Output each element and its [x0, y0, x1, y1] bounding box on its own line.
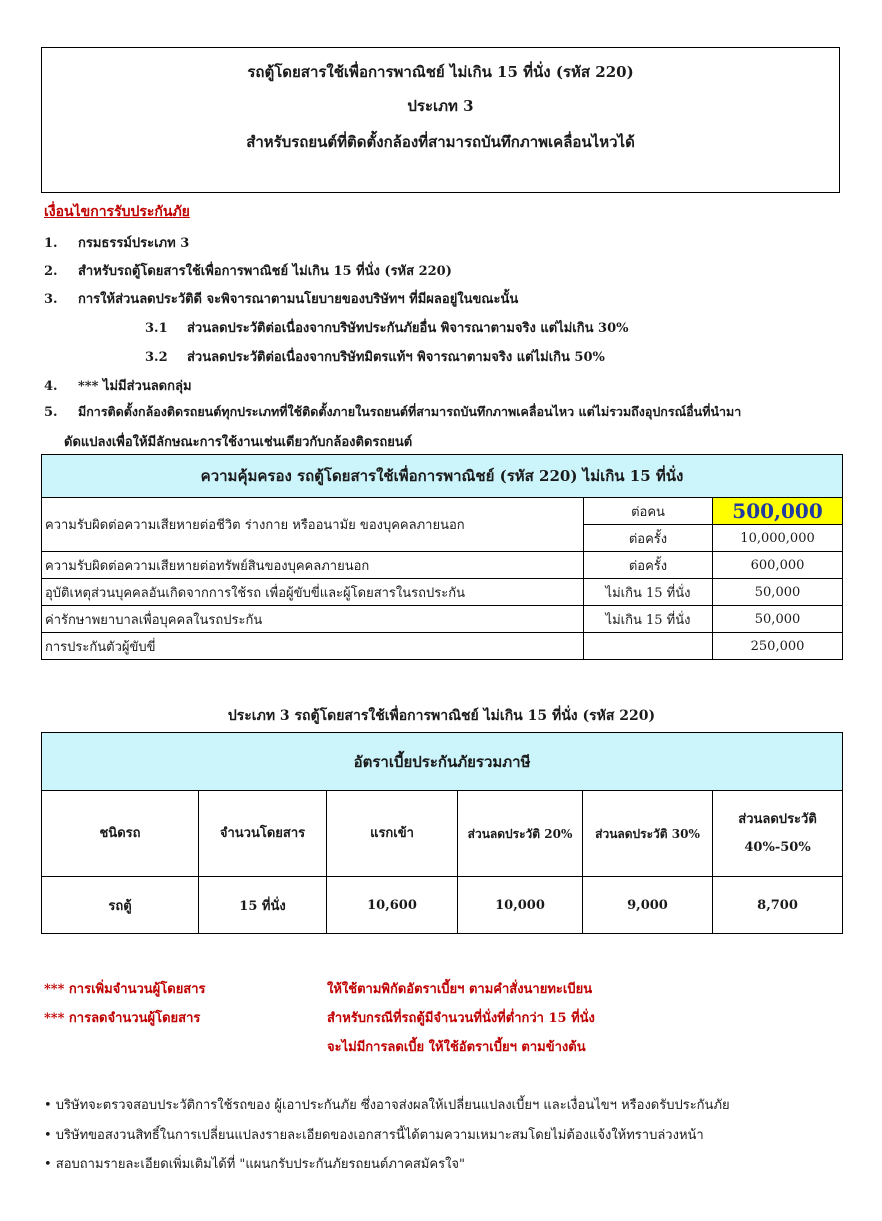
table-row [42, 579, 843, 606]
coverage-value: 250,000 [713, 633, 843, 660]
coverage-label: อุบัติเหตุส่วนบุคคลอันเกิดจากการใช้รถ เพื่อผู้ขับขี่และผู้โดยสารในรถประกัน [42, 579, 584, 606]
table-header-row [42, 791, 843, 877]
condition-number: 3.1 [145, 321, 168, 336]
header-title: รถตู้โดยสารใช้เพื่อการพาณิชย์ ไม่เกิน 15 ที่นั่ง (รหัส 220) [247, 63, 634, 81]
coverage-label: ความรับผิดต่อความเสียหายต่อชีวิต ร่างกาย หรืออนามัย ของบุคคลภายนอก [42, 498, 584, 552]
table-row [42, 552, 843, 579]
coverage-unit [584, 633, 713, 660]
column-header: แรกเข้า [327, 791, 458, 877]
column-header: ส่วนลดประวัติ 30% [583, 791, 713, 877]
condition-text: สำหรับรถตู้โดยสารใช้เพื่อการพาณิชย์ ไม่เกิน 15 ที่นั่ง (รหัส 220) [78, 264, 452, 279]
condition-number: 5. [44, 405, 58, 420]
condition-item-3-1 [145, 317, 628, 338]
table-cell: 15 ที่นั่ง [199, 877, 327, 934]
table-row [42, 606, 843, 633]
coverage-value: 10,000,000 [713, 525, 843, 552]
table-cell: 10,600 [327, 877, 458, 934]
condition-item-4 [44, 375, 192, 396]
coverage-label: ความรับผิดต่อความเสียหายต่อทรัพย์สินของบุคคลภายนอก [42, 552, 584, 579]
condition-item-3-2 [145, 346, 605, 367]
coverage-unit: ต่อครั้ง [584, 525, 713, 552]
coverage-value: 50,000 [713, 606, 843, 633]
condition-number: 3. [44, 292, 58, 307]
coverage-table [41, 454, 843, 660]
condition-number: 1. [44, 236, 58, 251]
column-header: ส่วนลดประวัติ 20% [458, 791, 583, 877]
coverage-unit: ไม่เกิน 15 ที่นั่ง [584, 606, 713, 633]
note-right: สำหรับกรณีที่รถตู้มีจำนวนที่นั่งที่ต่ำกว่า 15 ที่นั่ง [327, 1011, 595, 1026]
condition-text: การให้ส่วนลดประวัติดี จะพิจารณาตามนโยบายของบริษัทฯ ที่มีผลอยู่ในขณะนั้น [78, 292, 519, 307]
column-header [713, 791, 843, 877]
condition-text: ส่วนลดประวัติต่อเนื่องจากบริษัทมิตรแท้ฯ พิจารณาตามจริง แต่ไม่เกิน 50% [187, 350, 605, 365]
condition-item-1 [44, 232, 189, 253]
header-type: ประเภท 3 [407, 97, 474, 115]
rate-table-title: ประเภท 3 รถตู้โดยสารใช้เพื่อการพาณิชย์ ไม่เกิน 15 ที่นั่ง (รหัส 220) [227, 708, 656, 724]
coverage-value-highlight: 500,000 [713, 498, 843, 525]
condition-number: 4. [44, 379, 58, 394]
condition-text: ส่วนลดประวัติต่อเนื่องจากบริษัทประกันภัยอื่น พิจารณาตามจริง แต่ไม่เกิน 30% [187, 321, 629, 336]
info-bullet: • บริษัทขอสงวนสิทธิ์ในการเปลี่ยนแปลงรายละเอียดของเอกสารนี้ได้ตามความเหมาะสมโดยไม่ต้องแจ้งให้ทราบล่วงหน้า [44, 1128, 704, 1143]
table-cell: 9,000 [583, 877, 713, 934]
header-subtitle: สำหรับรถยนต์ที่ติดตั้งกล้องที่สามารถบันทึกภาพเคลื่อนไหวได้ [246, 133, 635, 151]
note-left: *** การลดจำนวนผู้โดยสาร [44, 1011, 201, 1026]
note-left: *** การเพิ่มจำนวนผู้โดยสาร [44, 982, 206, 997]
table-cell: 10,000 [458, 877, 583, 934]
coverage-label: การประกันตัวผู้ขับขี่ [42, 633, 584, 660]
condition-number: 3.2 [145, 350, 168, 365]
note-right: จะไม่มีการลดเบี้ย ให้ใช้อัตราเบี้ยฯ ตามข้างต้น [327, 1040, 586, 1055]
table-row [42, 633, 843, 660]
table-row [42, 877, 843, 934]
table-cell: 8,700 [713, 877, 843, 934]
column-header-line: ส่วนลดประวัติ [738, 811, 817, 827]
condition-text: *** ไม่มีส่วนลดกลุ่ม [78, 379, 192, 394]
condition-item-3 [44, 288, 518, 309]
table-row [42, 498, 843, 525]
info-bullet: • บริษัทจะตรวจสอบประวัติการใช้รถของ ผู้เอาประกันภัย ซึ่งอาจส่งผลให้เปลี่ยนแปลงเบี้ยฯ และเงื่อนไขฯ หรืองดรับประกันภัย [44, 1098, 730, 1113]
note-right: ให้ใช้ตามพิกัดอัตราเบี้ยฯ ตามคำสั่งนายทะเบียน [327, 982, 593, 997]
condition-item-5-cont [64, 431, 412, 452]
coverage-unit: ไม่เกิน 15 ที่นั่ง [584, 579, 713, 606]
condition-text: ดัดแปลงเพื่อให้มีลักษณะการใช้งานเช่นเดียวกับกล้องติดรถยนต์ [64, 435, 413, 450]
coverage-value: 600,000 [713, 552, 843, 579]
conditions-title: เงื่อนไขการรับประกันภัย [44, 204, 190, 220]
condition-text: กรมธรรม์ประเภท 3 [78, 236, 190, 251]
coverage-header: ความคุ้มครอง รถตู้โดยสารใช้เพื่อการพาณิชย์ (รหัส 220) ไม่เกิน 15 ที่นั่ง [42, 455, 843, 498]
rate-table-header: อัตราเบี้ยประกันภัยรวมภาษี [42, 733, 843, 791]
condition-number: 2. [44, 264, 58, 279]
coverage-unit: ต่อคน [584, 498, 713, 525]
column-header-line: 40%-50% [744, 839, 811, 855]
rate-table [41, 732, 843, 934]
column-header: ชนิดรถ [42, 791, 199, 877]
coverage-unit: ต่อครั้ง [584, 552, 713, 579]
table-cell: รถตู้ [42, 877, 199, 934]
condition-text: มีการติดตั้งกล้องติดรถยนต์ทุกประเภทที่ใช้ติดตั้งภายในรถยนต์ที่สามารถบันทึกภาพเคลื่อนไหว แต่ไม่รวมถึงอุปกรณ์อื่นที่นำมา [78, 404, 742, 419]
condition-item-2 [44, 260, 452, 281]
column-header: จำนวนโดยสาร [199, 791, 327, 877]
coverage-label: ค่ารักษาพยาบาลเพื่อบุคคลในรถประกัน [42, 606, 584, 633]
condition-item-5 [44, 402, 741, 422]
coverage-value: 50,000 [713, 579, 843, 606]
header-box [41, 47, 840, 193]
info-bullet: • สอบถามรายละเอียดเพิ่มเติมได้ที่ "แผนกรับประกันภัยรถยนต์ภาคสมัครใจ" [44, 1157, 466, 1172]
